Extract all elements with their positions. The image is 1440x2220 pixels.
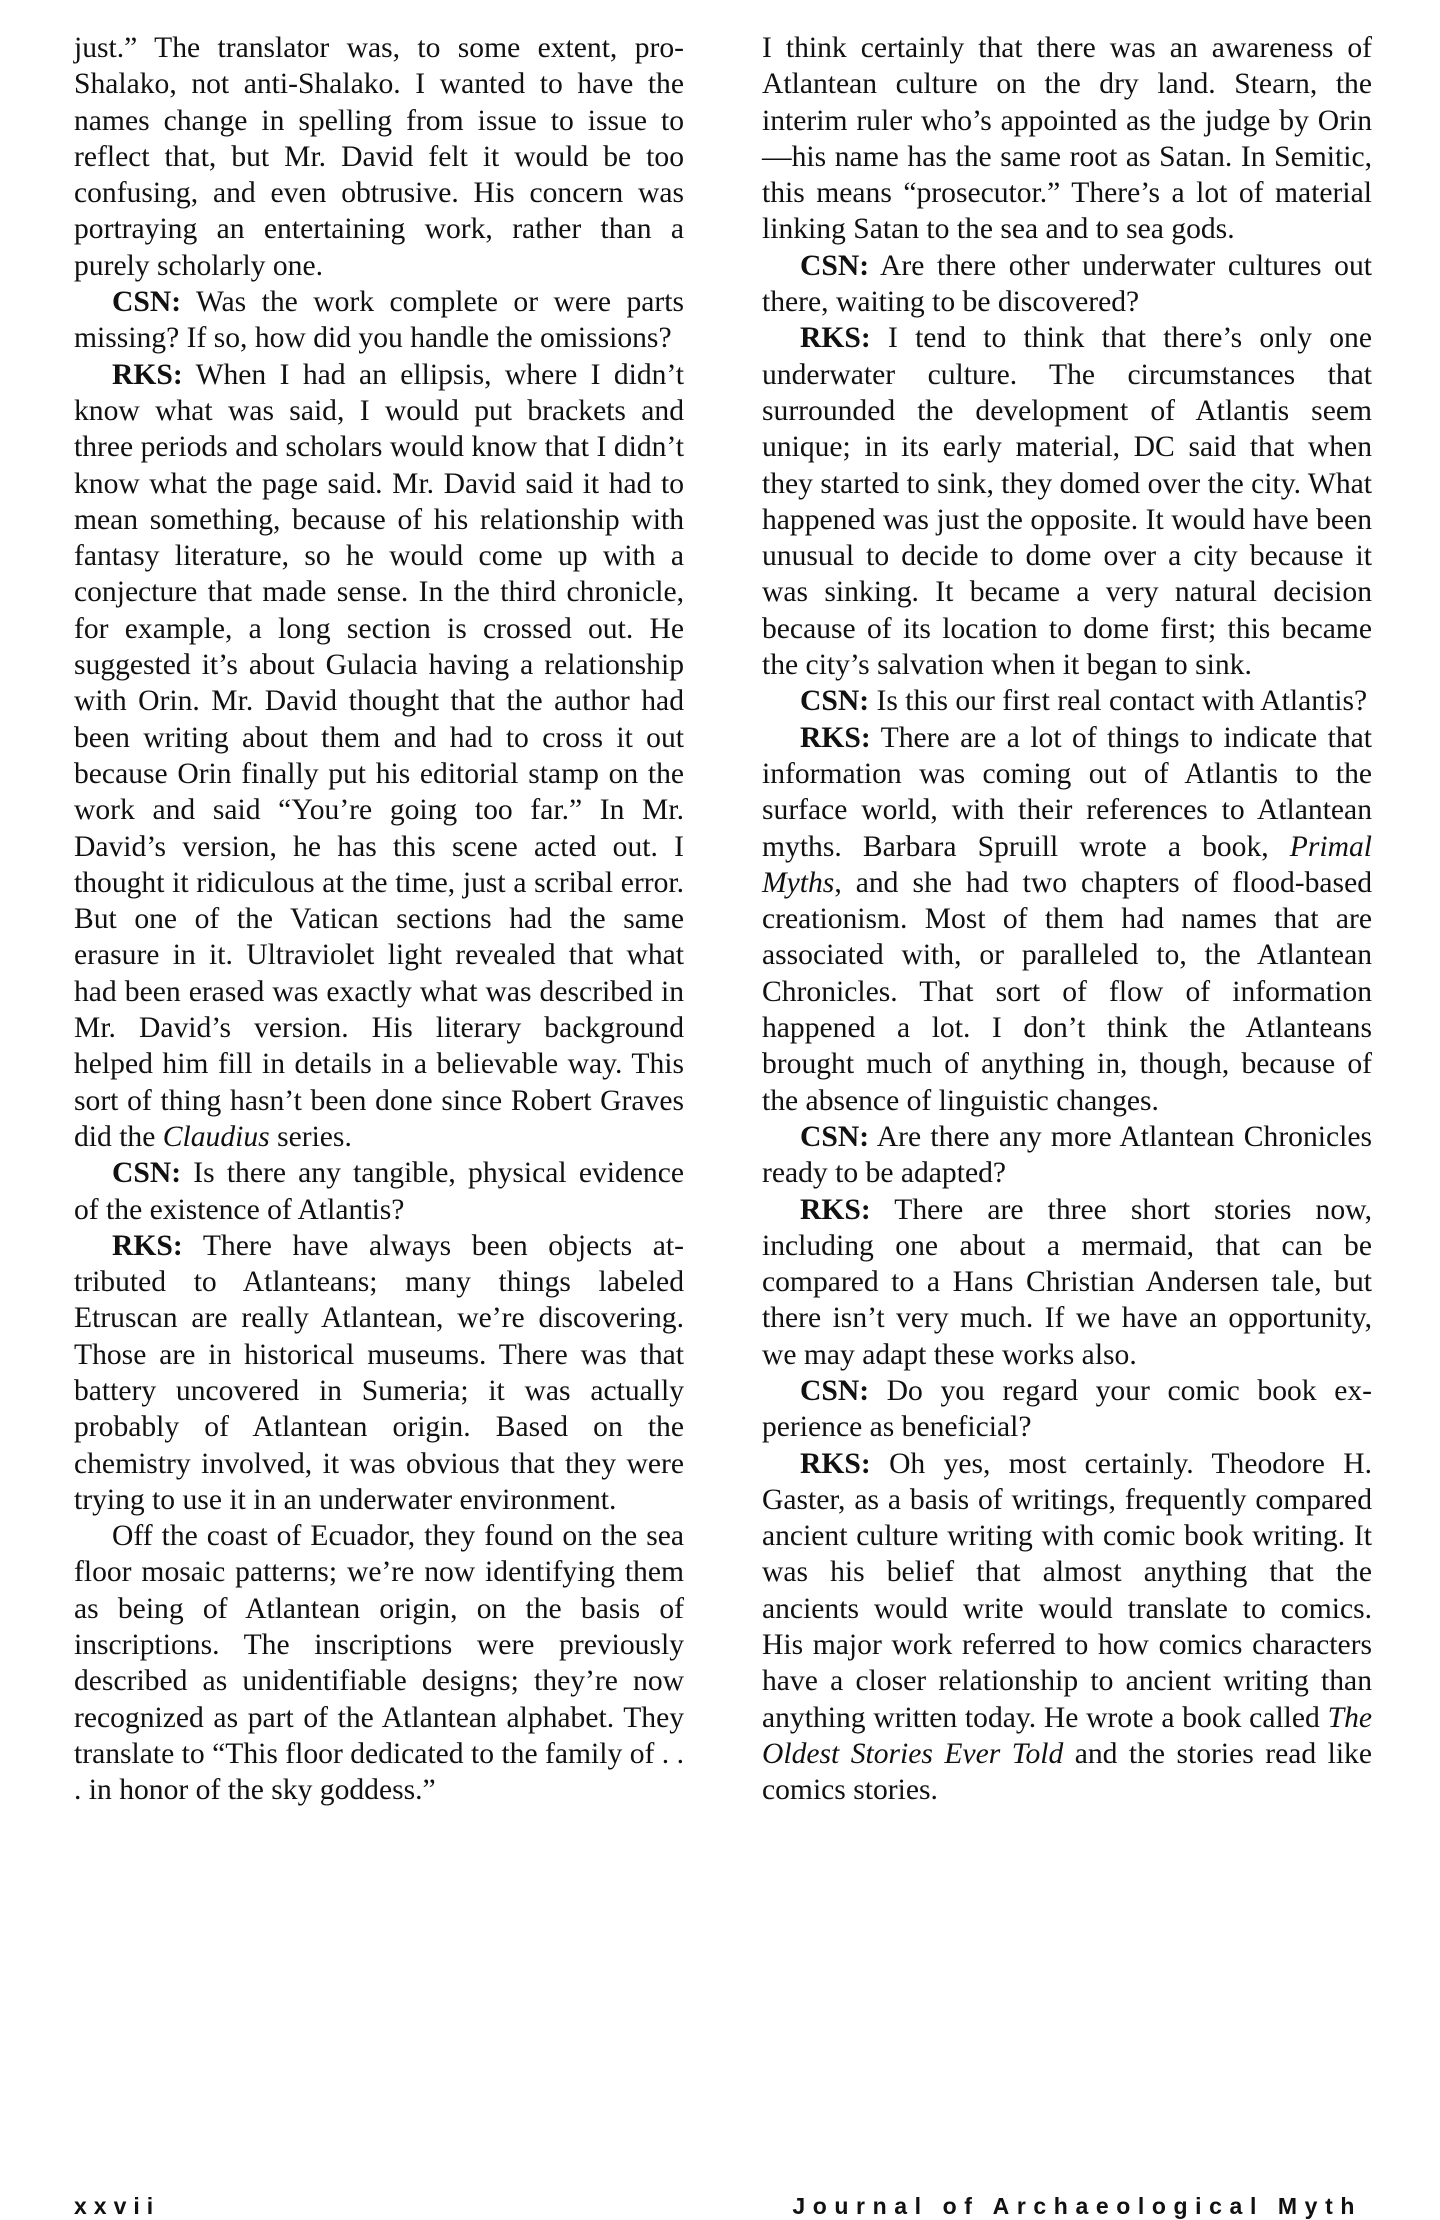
paragraph: CSN: Are there other underwater cultures out there, waiting to be discovered? — [762, 249, 1372, 319]
paragraph: RKS: There have always been objects attributed to Atlanteans; many things labeled Etruscan are really Atlantean, we’re discovering. Those are in historical museums. There was that battery uncovered in Sumeria; it was actually probably of Atlantean origin. Based on the chemistry involved, it was obvious that they were trying to use it in an underwater environment. — [74, 1229, 684, 1516]
paragraph: RKS: There are three short stories now, including one about a mermaid, that can be compared to a Hans Christian Andersen tale, but there isn’t very much. If we have an opportunity, we may adapt these works also. — [762, 1193, 1372, 1371]
left-column — [74, 30, 684, 1809]
paragraph: Off the coast of Ecuador, they found on the sea floor mosaic patterns; we’re now identifying them as being of Atlantean origin, on the basis of inscriptions. The inscriptions were previously described as unidentifiable designs; they’re now recognized as part of the Atlantean alphabet. They translate to “This floor dedicated to the family of . . . in honor of the sky goddess.” — [74, 1520, 684, 1807]
paragraph: RKS: I tend to think that there’s only one underwater culture. The circumstances that surrounded the development of Atlantis seem unique; in its early material, DC said that when they started to sink, they domed over the city. What happened was just the opposite. It would have been unusual to decide to dome over a city because it was sinking. It became a very natural decision because of its location to dome first; this became the city’s salvation when it began to sink. — [762, 322, 1372, 682]
paragraph: CSN: Is this our first real contact with Atlantis? — [800, 685, 1368, 718]
book-title: Primal Myths — [762, 830, 1372, 899]
paragraph: RKS: Oh yes, most certainly. Theodore H. Gaster, as a basis of writings, frequently compared ancient culture writing with comic book writing. It was his belief that almost anything that the ancients would write would translate to comics. His major work referred to how comics characters have a closer relationship to ancient writing than anything written today. He wrote a book called The Oldest Stories Ever Told and the stories read like comics stories. — [762, 1447, 1372, 1807]
speaker-label: RKS: — [800, 1193, 871, 1226]
paragraph: CSN: Do you regard your comic book experience as beneficial? — [762, 1374, 1372, 1444]
paragraph: I think certainly that there was an awareness of Atlantean culture on the dry land. Stearn, the interim ruler who’s appointed as the judge by Orin—his name has the same root as Satan. In Semitic, this means “prosecutor.” There’s a lot of material linking Satan to the sea and to sea gods. — [762, 32, 1372, 246]
paragraph: RKS: When I had an ellipsis, where I didn’t know what was said, I would put brackets and three periods and scholars would know that I didn’t know what the page said. Mr. David said it had to mean something, because of his relationship with fantasy literature, so he would come up with a conjecture that made sense. In the third chronicle, for example, a long section is crossed out. He suggested it’s about Gulacia having a relationship with Orin. Mr. David thought that the author had been writing about them and had to cross it out because Orin finally put his editorial stamp on the work and said “You’re going too far.” In Mr. David’s version, he has this scene acted out. I thought it ridiculous at the time, just a scribal error. But one of the Vatican sections had the same erasure in it. Ultraviolet light revealed that what had been erased was exactly what was described in Mr. David’s version. His literary background helped him fill in details in a believable way. This sort of thing hasn’t been done since Robert Graves did the Claudius series. — [74, 358, 684, 1153]
speaker-label: RKS: — [800, 721, 871, 754]
paragraph: just.” The translator was, to some extent, pro-Shalako, not anti-Shalako. I wanted to have the names change in spelling from issue to issue to reflect that, but Mr. David felt it would be too confusing, and even obtrusive. His concern was portraying an entertaining work, rather than a purely scholarly one. — [74, 32, 684, 282]
speaker-label: RKS: — [800, 322, 871, 355]
page-number: xxvii — [74, 2193, 161, 2219]
speaker-label: CSN: — [800, 1120, 870, 1153]
book-title: The Oldest Stories Ever Told — [762, 1701, 1372, 1770]
speaker-label: CSN: — [112, 1157, 182, 1190]
speaker-label: RKS: — [112, 1229, 183, 1262]
speaker-label: CSN: — [800, 249, 870, 282]
speaker-label: RKS: — [800, 1447, 871, 1480]
speaker-label: CSN: — [800, 685, 870, 718]
speaker-label: RKS: — [112, 358, 183, 391]
speaker-label: CSN: — [112, 286, 182, 319]
paragraph: CSN: Was the work complete or were parts missing? If so, how did you handle the omissions? — [74, 286, 684, 355]
paragraph: CSN: Is there any tangible, physical evidence of the existence of Atlantis? — [74, 1157, 684, 1226]
paragraph: CSN: Are there any more Atlantean Chronicles ready to be adapted? — [762, 1120, 1372, 1190]
speaker-label: CSN: — [800, 1374, 870, 1407]
book-title: Claudius — [162, 1120, 270, 1153]
paragraph: RKS: There are a lot of things to indicate that information was coming out of Atlantis to the surface world, with their references to Atlantean myths. Barbara Spruill wrote a book, Primal Myths, and she had two chapters of flood-based creationism. Most of them had names that are associated with, or paralleled to, the Atlantean Chronicles. That sort of flow of information happened a lot. I don’t think the Atlanteans brought much of anything in, though, because of the absence of linguistic changes. — [762, 721, 1372, 1117]
right-column — [762, 30, 1372, 1809]
journal-title: Journal of Archaeological Myth — [792, 2193, 1362, 2219]
